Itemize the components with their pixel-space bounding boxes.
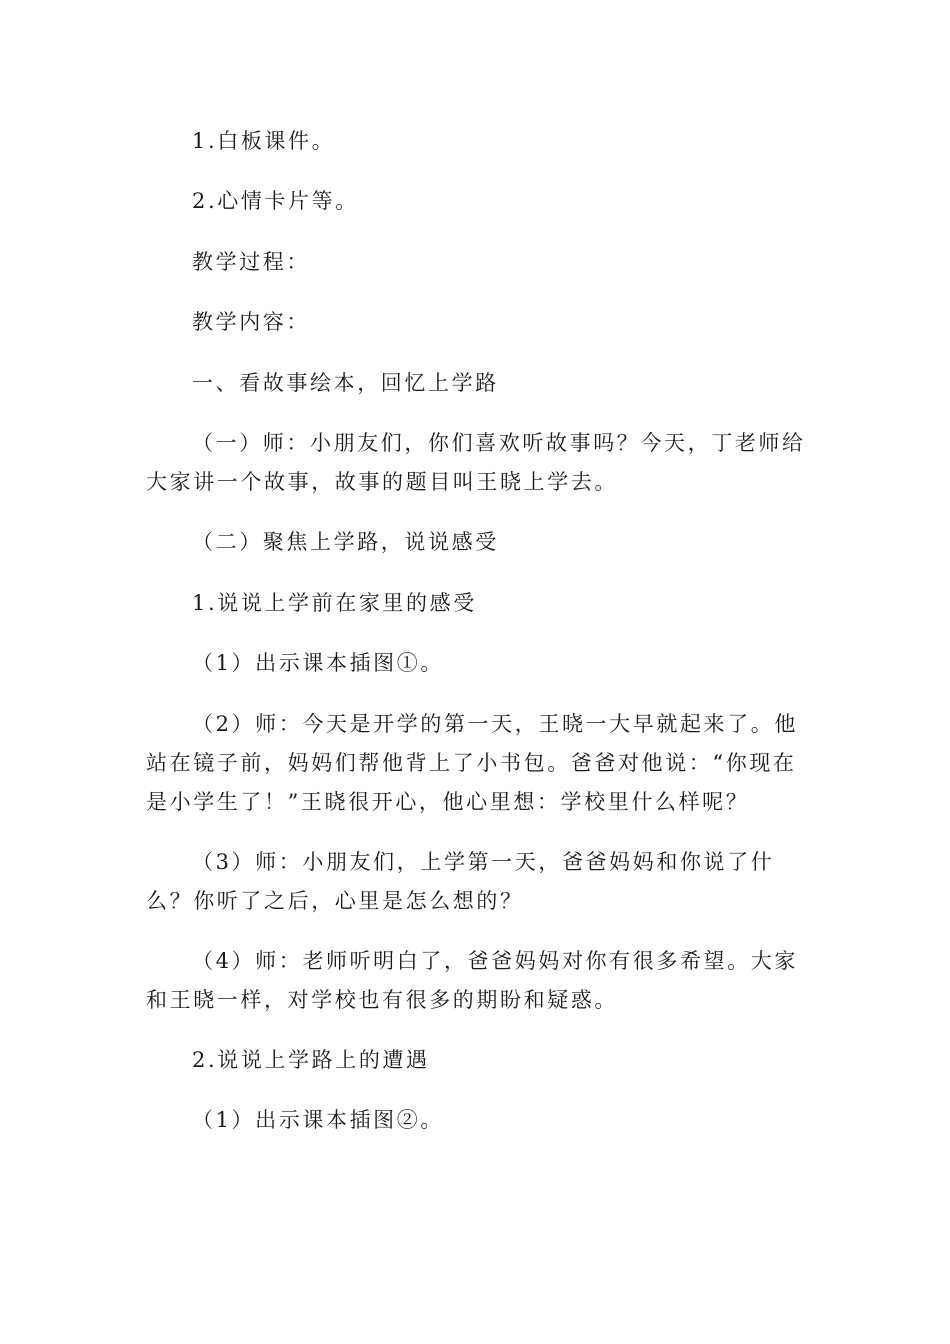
paragraph-story-intro: （一）师：小朋友们，你们喜欢听故事吗？今天，丁老师给大家讲一个故事，故事的题目叫王晓上学去。 <box>146 431 806 494</box>
step-4-summary: （4）师：老师听明白了，爸爸妈妈对你有很多希望。大家和王晓一样，对学校也有很多的期盼和疑惑。 <box>146 949 798 1012</box>
section-heading-1: 一、看故事绘本，回忆上学路 <box>192 371 499 395</box>
heading-teaching-content: 教学内容： <box>192 310 310 334</box>
step-2-story: （2）师：今天是开学的第一天，王晓一大早就起来了。他站在镜子前，妈妈们帮他背上了小书包。爸爸对他说：“你现在是小学生了！”王晓很开心，他心里想：学校里什么样呢？ <box>146 712 798 814</box>
step-3-question: （3）师：小朋友们，上学第一天，爸爸妈妈和你说了什么？你听了之后，心里是怎么想的？ <box>146 850 775 913</box>
step-1-illustration: （1）出示课本插图①。 <box>192 651 444 675</box>
step-1-illustration-2: （1）出示课本插图②。 <box>192 1108 444 1132</box>
subsection-heading-2: （二）聚焦上学路，说说感受 <box>192 530 499 554</box>
heading-teaching-process: 教学过程： <box>192 250 310 274</box>
paragraph-materials-2: 2.心情卡片等。 <box>192 189 359 213</box>
item-heading-1: 1.说说上学前在家里的感受 <box>192 591 477 615</box>
item-heading-2: 2.说说上学路上的遭遇 <box>192 1048 430 1072</box>
paragraph-materials-1: 1.白板课件。 <box>192 129 336 153</box>
